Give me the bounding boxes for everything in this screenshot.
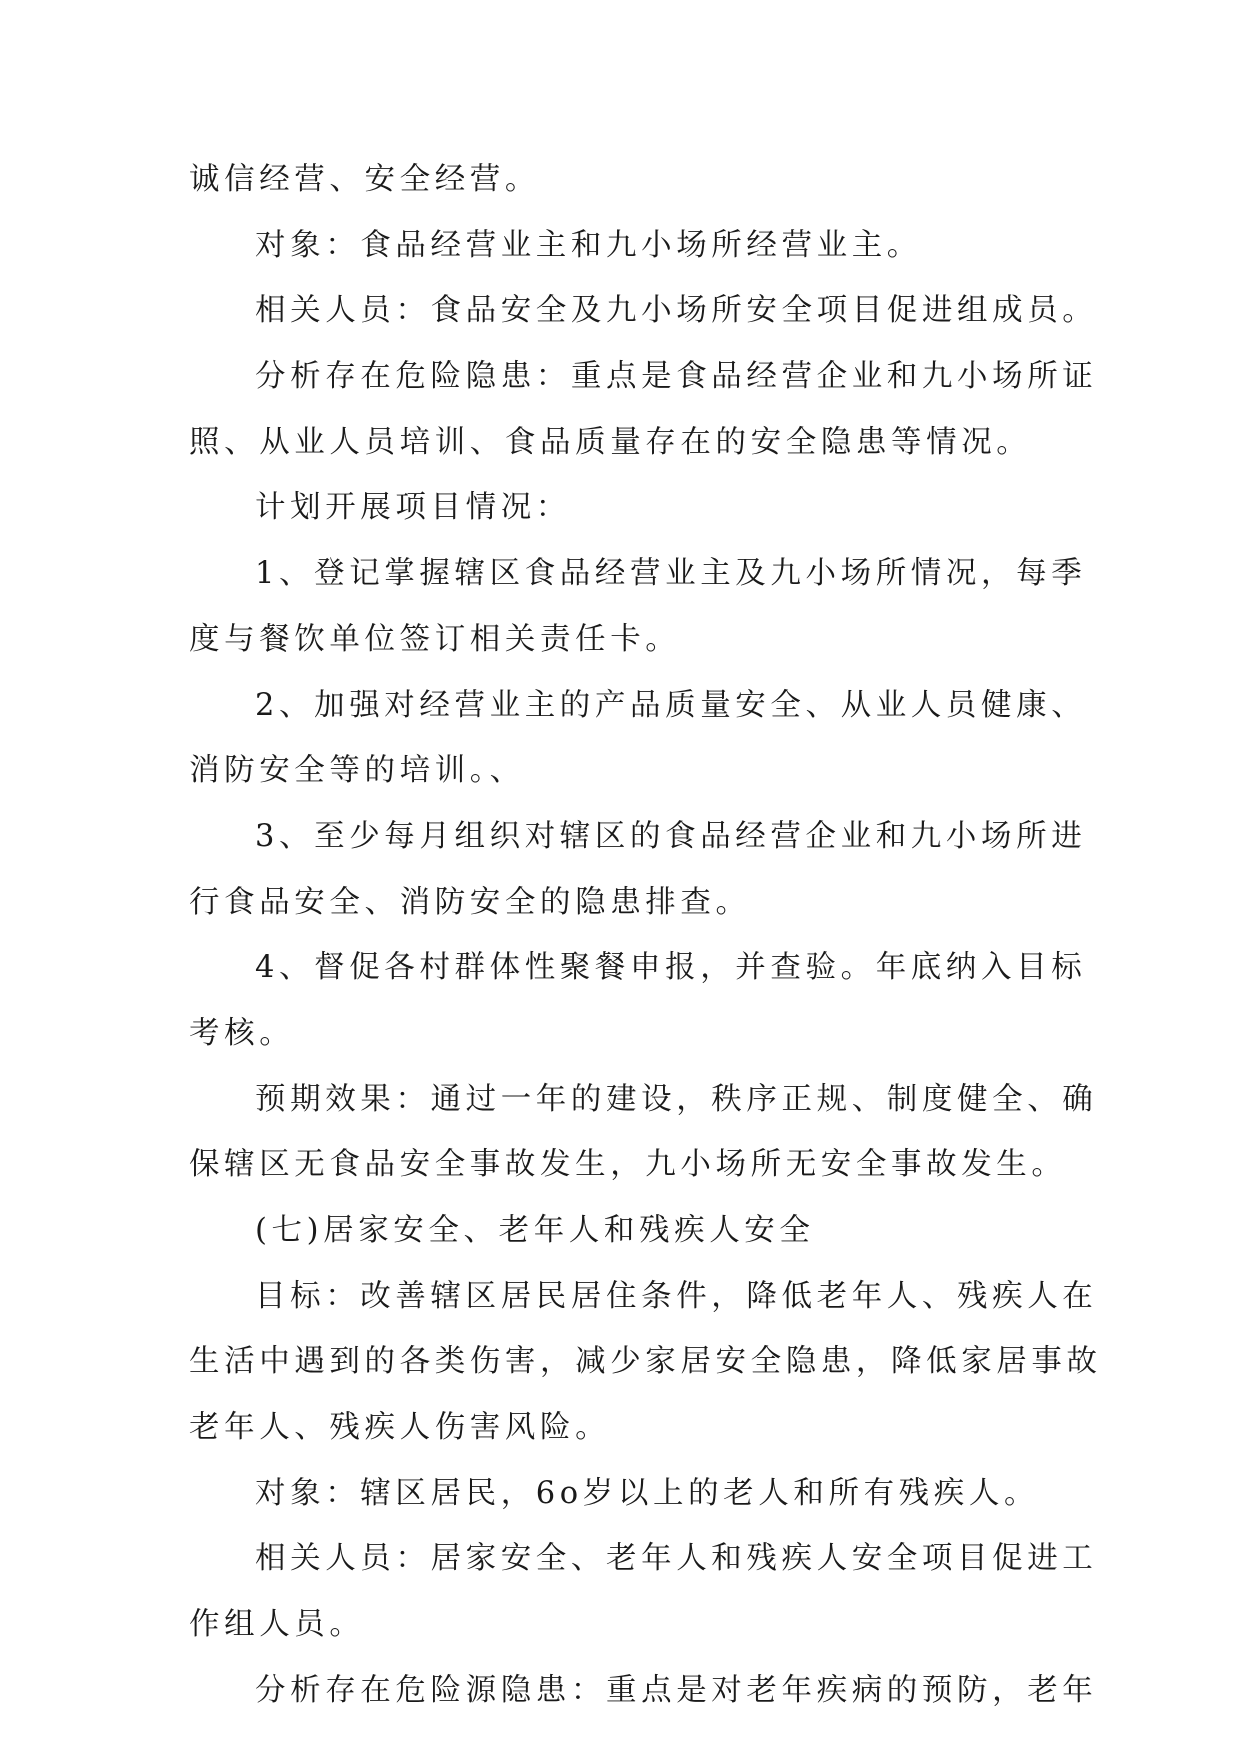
text-line: 3、至少每月组织对辖区的食品经营企业和九小场所进 — [255, 818, 1087, 854]
text-line: 对象：辖区居民，6o岁以上的老人和所有残疾人。 — [255, 1475, 1040, 1511]
text-line: 照、从业人员培训、食品质量存在的安全隐患等情况。 — [189, 424, 1032, 460]
text-line: 消防安全等的培训。、 — [189, 753, 525, 789]
text-line: 4、督促各村群体性聚餐申报，并查验。年底纳入目标 — [255, 950, 1087, 986]
text-line: 目标：改善辖区居民居住条件，降低老年人、残疾人在 — [255, 1278, 1098, 1314]
text-line: 老年人、残疾人伤害风险。 — [189, 1410, 611, 1446]
text-line: 作组人员。 — [189, 1607, 365, 1643]
text-line: 诚信经营、安全经营。 — [189, 162, 540, 197]
text-line: 相关人员：食品安全及九小场所安全项目促进组成员。 — [255, 293, 1098, 329]
text-line: 相关人员：居家安全、老年人和残疾人安全项目促进工 — [255, 1541, 1098, 1577]
text-line: 预期效果：通过一年的建设，秩序正规、制度健全、确 — [255, 1081, 1098, 1117]
text-line: 保辖区无食品安全事故发生，九小场所无安全事故发生。 — [189, 1147, 1067, 1183]
document-body — [189, 160, 1102, 1737]
text-line: 分析存在危险源隐患：重点是对老年疾病的预防，老年 — [255, 1672, 1098, 1708]
text-line: 分析存在危险隐患：重点是食品经营企业和九小场所证 — [255, 359, 1098, 395]
text-line: 行食品安全、消防安全的隐患排查。 — [189, 884, 751, 920]
text-line: 生活中遇到的各类伤害，减少家居安全隐患，降低家居事故 — [189, 1344, 1102, 1380]
text-line: 1、登记掌握辖区食品经营业主及九小场所情况，每季 — [255, 556, 1087, 592]
text-line: 度与餐饮单位签订相关责任卡。 — [189, 621, 681, 657]
text-line: 对象：食品经营业主和九小场所经营业主。 — [255, 227, 922, 263]
text-line: 2、加强对经营业主的产品质量安全、从业人员健康、 — [255, 687, 1087, 723]
text-line: 计划开展项目情况： — [255, 490, 571, 526]
text-line: (七)居家安全、老年人和残疾人安全 — [255, 1213, 815, 1248]
text-line: 考核。 — [189, 1015, 295, 1051]
